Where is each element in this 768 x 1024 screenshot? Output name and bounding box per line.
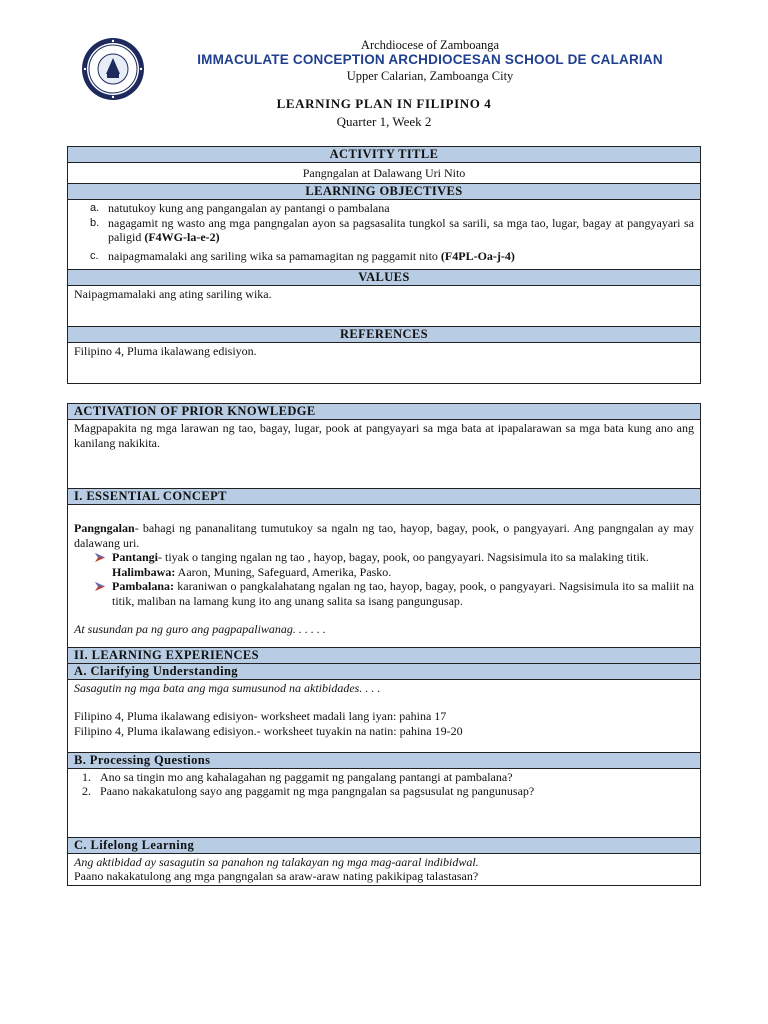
halimbawa-line: Halimbawa: Aaron, Muning, Safeguard, Amerika, Pasko.: [112, 564, 392, 579]
learning-objectives: [68, 200, 701, 270]
worksheet-reference: Filipino 4, Pluma ikalawang edisiyon.- worksheet tuyakin na natin: pahina 19-20: [74, 723, 463, 738]
values-text: Naipagmamalaki ang ating sariling wika.: [68, 286, 701, 327]
document-title: LEARNING PLAN IN FILIPINO 4: [276, 96, 492, 111]
activity-title: Pangngalan at Dalawang Uri Nito: [68, 163, 701, 184]
essential-concept-body: [68, 505, 701, 648]
values-heading: VALUES: [68, 270, 701, 286]
pantangi-item: Pantangi- tiyak o tanging ngalan ng tao , hayop, bagay, pook, oo pangyayari. Nagsisimula ito sa malaking titik. Halimbawa: Aaron, Muning, Safeguard, Amerika, Pasko.: [74, 550, 694, 579]
arrow-bullet-icon: [94, 581, 106, 592]
plan-procedure-table: [67, 403, 701, 886]
teacher-note: At susundan pa ng guro ang pagpapaliwanag. . . . . .: [74, 622, 326, 636]
school-name: IMMACULATE CONCEPTION ARCHDIOCESAN SCHOOL DE CALARIAN: [197, 52, 663, 67]
competency-code: (F4WG-la-e-2): [144, 230, 220, 244]
question-item: 2. Paano nakakatulong sayo ang paggamit ng mga pangngalan sa pagsusulat ng pangunusap?: [82, 784, 535, 798]
learning-objectives-heading: LEARNING OBJECTIVES: [68, 184, 701, 200]
references-heading: REFERENCES: [68, 327, 701, 343]
lifelong-note: Ang aktibidad ay sasagutin sa panahon ng talakayan ng mga mag-aaral indibidwal.: [74, 854, 479, 869]
pambalana-item: Pambalana: karaniwan o pangkalahatang ngalan ng tao, hayop, bagay, pook, o pangyayari. Nagsisimula ito sa maliit na titik, maliban na lamang kung ito ang unang salita sa isang pangungusap.: [74, 579, 694, 608]
question-item: 1. Ano sa tingin mo ang kahalagahan ng paggamit ng pangalang pantangi at pambalana?: [82, 769, 513, 784]
objective-item: a. natutukoy kung ang pangangalan ay pantangi o pambalana: [90, 201, 390, 215]
lifelong-body: [68, 853, 701, 885]
arrow-bullet-icon: [94, 552, 106, 563]
document-subtitle: Quarter 1, Week 2: [336, 114, 432, 129]
essential-concept-heading: I. ESSENTIAL CONCEPT: [68, 489, 701, 505]
activation-heading: ACTIVATION OF PRIOR KNOWLEDGE: [68, 404, 701, 420]
clarifying-heading: A. Clarifying Understanding: [68, 663, 701, 679]
learning-experiences-heading: II. LEARNING EXPERIENCES: [68, 647, 701, 663]
pangngalan-definition: Pangngalan- bahagi ng pananalitang tumutukoy sa ngaln ng tao, hayop, bagay, pook, o pangyayari. Ang pangngalan ay may dalawang uri.: [74, 521, 694, 550]
processing-questions: [68, 768, 701, 837]
diocese-name: Archdiocese of Zamboanga: [360, 38, 500, 52]
objective-item: c. naipagmamalaki ang sariling wika sa pamamagitan ng paggamit nito (F4PL-Oa-j-4): [90, 248, 515, 263]
activation-text: Magpapakita ng mga larawan ng tao, bagay, lugar, pook at pangyayari sa mga bata at ipapalarawan sa mga bata kung ano ang kanilang nakikita.: [68, 420, 701, 489]
processing-heading: B. Processing Questions: [68, 752, 701, 768]
school-seal-icon: [80, 36, 146, 102]
competency-code: (F4PL-Oa-j-4): [440, 248, 515, 263]
clarifying-note: Sasagutin ng mga bata ang mga sumusunod na aktibidades. . . .: [74, 680, 381, 695]
clarifying-body: [68, 679, 701, 752]
plan-overview-table: [67, 146, 701, 384]
letterhead: [0, 36, 768, 96]
objective-item: b. nagagamit ng wasto ang mga pangngalan ayon sa pagsasalita tungkol sa sarili, sa mga tao, lugar, bagay at pangyayari sa paligid (F4WG-la-e-2): [90, 215, 694, 244]
lifelong-question: Paano nakakatulong ang mga pangngalan sa araw-araw nating pakikipag talastasan?: [74, 869, 479, 883]
activity-title-heading: ACTIVITY TITLE: [68, 147, 701, 163]
lifelong-heading: C. Lifelong Learning: [68, 837, 701, 853]
worksheet-reference: Filipino 4, Pluma ikalawang edisiyon- worksheet madali lang iyan: pahina 17: [74, 709, 447, 723]
references-text: Filipino 4, Pluma ikalawang edisiyon.: [68, 343, 701, 384]
school-address: Upper Calarian, Zamboanga City: [346, 69, 514, 83]
